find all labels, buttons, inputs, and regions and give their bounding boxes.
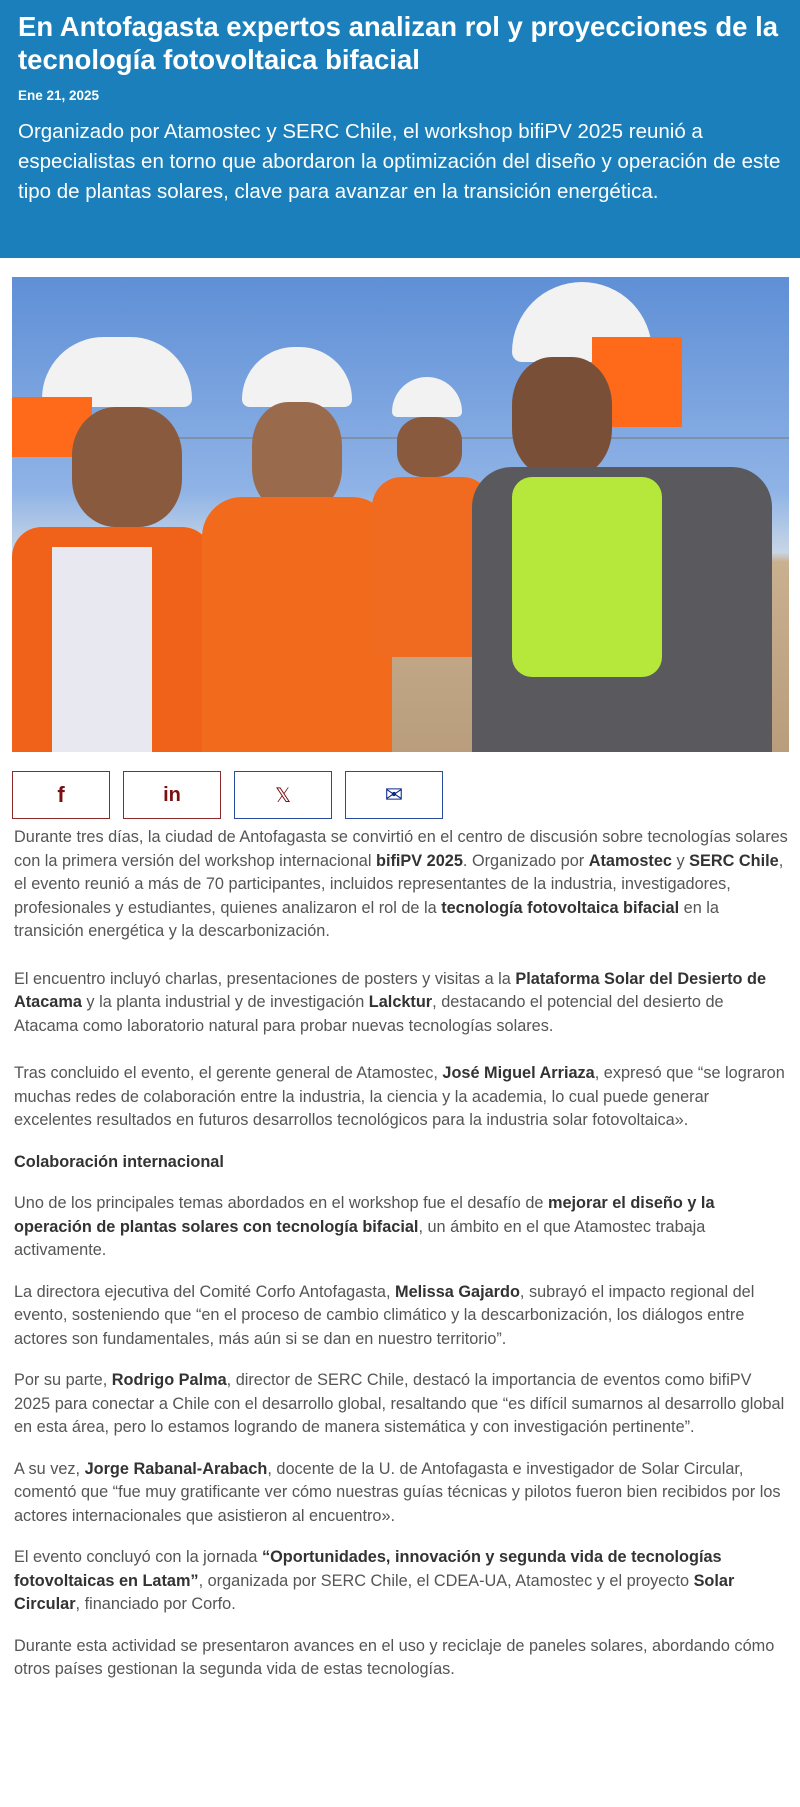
text: , financiado por Corfo. bbox=[75, 1595, 236, 1613]
article-paragraph bbox=[14, 1546, 789, 1617]
text: La directora ejecutiva del Comité Corfo Antofagasta, bbox=[14, 1282, 396, 1301]
article-paragraph bbox=[14, 1192, 789, 1263]
article-paragraph bbox=[14, 1281, 789, 1352]
text: . Organizado por bbox=[462, 851, 589, 870]
bold-text: mejorar el diseño y la operación de plantas solares con tecnología bifacial bbox=[14, 1194, 715, 1236]
bold-text: “Oportunidades, innovación y segunda vida de tecnologías fotovoltaicas en Latam” bbox=[14, 1548, 722, 1590]
person-right bbox=[452, 277, 789, 752]
text: en la transición energética y la descarbonización. bbox=[14, 898, 719, 940]
article-header bbox=[0, 0, 800, 258]
bold-text: Lalcktur bbox=[368, 993, 433, 1011]
bold-text: Solar Circular bbox=[14, 1571, 735, 1613]
article-photo bbox=[12, 277, 789, 752]
bold-text: SERC Chile bbox=[689, 851, 779, 870]
article-paragraph bbox=[14, 1151, 789, 1175]
article-paragraph bbox=[14, 1458, 789, 1529]
text: El encuentro incluyó charlas, presentaciones de posters y visitas a la bbox=[14, 969, 516, 988]
text: El evento concluyó con la jornada bbox=[14, 1548, 262, 1566]
text: , destacando el potencial del desierto de Atacama como laboratorio natural para probar nuevas tecnologías solares. bbox=[14, 993, 724, 1035]
text: Durante tres días, la ciudad de Antofagasta se convirtió en el centro de discusión sobre tecnologías solares con la primera versión del workshop internacional bbox=[14, 828, 788, 870]
text: y la planta industrial y de investigación bbox=[81, 993, 369, 1011]
share-x-button[interactable] bbox=[234, 771, 332, 819]
text: Tras concluido el evento, el gerente general de Atamostec, bbox=[14, 1064, 443, 1082]
email-icon: ✉ bbox=[384, 782, 404, 807]
bold-text: Rodrigo Palma bbox=[111, 1371, 227, 1389]
text: y bbox=[671, 851, 690, 870]
text: , docente de la U. de Antofagasta e investigador de Solar Circular, comentó que “fue muy gratificante ver cómo nuestras guías técnicas y pilotos fueron bien recibidos por los actores internacionales que asistieron al encuentro». bbox=[14, 1459, 781, 1525]
bold-text: Colaboración internacional bbox=[14, 1152, 224, 1171]
bold-text: Plataforma Solar del Desierto de Atacama bbox=[14, 969, 767, 1011]
share-email-button[interactable] bbox=[345, 771, 443, 819]
text: Por su parte, bbox=[14, 1371, 112, 1389]
text: , expresó que “se lograron muchas redes de colaboración entre la industria, la ciencia y la academia, lo cual puede generar excelentes resultados en futuros desarrollos tecnológicos para la industria solar fotovoltaica». bbox=[14, 1064, 785, 1129]
text: Durante esta actividad se presentaron avances en el uso y reciclaje de paneles solares, abordando cómo otros países gestionan la segunda vida de estas tecnologías. bbox=[14, 1636, 775, 1678]
article-subtitle: Organizado por Atamostec y SERC Chile, el workshop bifiPV 2025 reunió a especialistas en torno que abordaron la optimización del diseño y operación de este tipo de plantas solares, clave para avanzar en la transición energética. bbox=[18, 120, 781, 203]
bold-text: José Miguel Arriaza bbox=[442, 1064, 595, 1082]
article-body bbox=[14, 826, 789, 1700]
article-paragraph bbox=[14, 826, 789, 944]
text: , subrayó el impacto regional del evento, sosteniendo que “en el proceso de cambio climático y la descarbonización, los diálogos entre actores son fundamentales, más aún si se dan en nuestro territorio”. bbox=[14, 1282, 755, 1348]
bold-text: Melissa Gajardo bbox=[395, 1282, 520, 1301]
article-title: En Antofagasta expertos analizan rol y proyecciones de la tecnología fotovoltaica bifacial bbox=[18, 11, 779, 75]
text: , el evento reunió a más de 70 participantes, incluidos representantes de la industria, investigadores, profesionales y estudiantes, quienes analizaron el rol de la bbox=[14, 851, 784, 917]
facebook-icon: f bbox=[57, 782, 65, 807]
x-icon: 𝕏 bbox=[274, 784, 292, 807]
article-paragraph bbox=[14, 1369, 789, 1440]
text: Uno de los principales temas abordados en el workshop fue el desafío de bbox=[14, 1194, 548, 1212]
bold-text: bifiPV 2025 bbox=[376, 851, 463, 870]
article-paragraph bbox=[14, 968, 789, 1039]
share-linkedin-button[interactable] bbox=[123, 771, 221, 819]
share-facebook-button[interactable] bbox=[12, 771, 110, 819]
text: , un ámbito en el que Atamostec trabaja activamente. bbox=[14, 1217, 706, 1259]
text: , organizada por SERC Chile, el CDEA-UA, Atamostec y el proyecto bbox=[198, 1571, 694, 1590]
bold-text: Atamostec bbox=[588, 851, 672, 870]
person-center bbox=[202, 347, 392, 752]
article-paragraph bbox=[14, 1062, 789, 1133]
text: , director de SERC Chile, destacó la importancia de eventos como bifiPV 2025 para conectar a Chile con el desarrollo global, resaltando que “es difícil sumarnos al desarrollo global en esta área, pero lo estamos logrando de manera sistemática y con investigación pertinente”. bbox=[14, 1371, 785, 1436]
share-buttons bbox=[12, 771, 443, 819]
bold-text: tecnología fotovoltaica bifacial bbox=[441, 898, 680, 917]
text: A su vez, bbox=[14, 1459, 85, 1478]
bold-text: Jorge Rabanal-Arabach bbox=[84, 1459, 268, 1478]
linkedin-icon: in bbox=[163, 783, 181, 806]
publish-date: Ene 21, 2025 bbox=[18, 88, 100, 103]
person-left bbox=[12, 337, 222, 752]
article-paragraph bbox=[14, 1635, 789, 1682]
